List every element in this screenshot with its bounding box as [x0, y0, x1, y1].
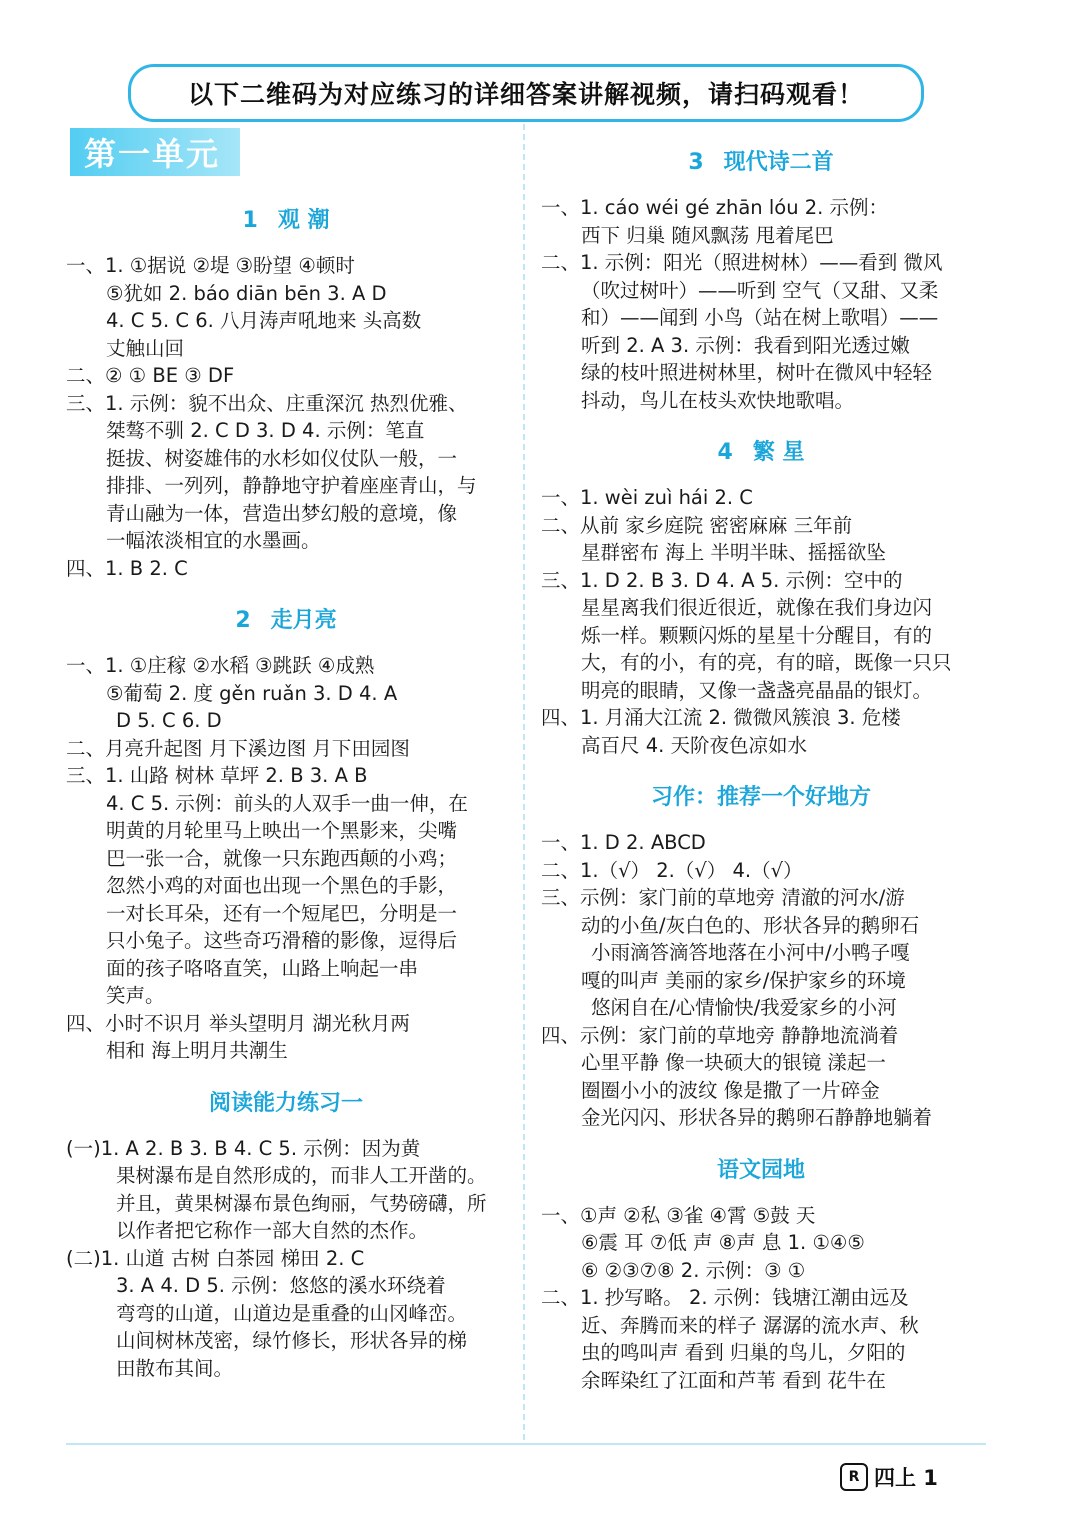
- answer-line: 丈触山回: [106, 336, 185, 360]
- answer-line: 三、1. 山路 树林 草坪 2. B 3. A B: [66, 764, 368, 787]
- section-title-5: [541, 436, 981, 470]
- answer-line: 桀骜不驯 2. C D 3. D 4. 示例：笔直: [106, 419, 425, 442]
- answer-line: 以作者把它称作一部大自然的杰作。: [116, 1219, 429, 1242]
- section-title-text: 观 潮: [277, 208, 330, 233]
- footer-rule: [66, 1443, 986, 1445]
- answer-line: 明亮的眼睛，又像一盏盏亮晶晶的银灯。: [581, 678, 933, 702]
- answer-line: 三、1. D 2. B 3. D 4. A 5. 示例：空中的: [541, 568, 903, 592]
- answer-line: 果树瀑布是自然形成的，而非人工开凿的。: [116, 1164, 487, 1187]
- answer-line: 抖动，鸟儿在枝头欢快地歌唱。: [581, 388, 855, 412]
- answer-line: 笑声。: [106, 984, 165, 1007]
- answer-line: 动的小鱼/灰白色的、形状各异的鹅卵石: [581, 913, 920, 937]
- answer-line: 相和 海上明月共潮生: [106, 1039, 288, 1062]
- answer-line: 一、①声 ②私 ③雀 ④霄 ⑤鼓 天: [541, 1203, 816, 1227]
- answer-line: 二、1. 抄写略。 2. 示例：钱塘江潮由远及: [541, 1286, 909, 1309]
- section-title-1: [66, 204, 506, 238]
- section-title-text: 语文园地: [716, 1157, 805, 1183]
- answer-line: 巴一张一合，就像一只东跑西颠的小鸡；: [106, 846, 458, 870]
- answer-line: 二、② ① BE ③ DF: [66, 364, 235, 387]
- edition-badge: R: [840, 1463, 868, 1491]
- answer-line: 二、1. 示例：阳光（照进树林）——看到 微风: [541, 251, 943, 274]
- section-body-6: [541, 829, 981, 1132]
- answer-line: 三、1. 示例：貌不出众、庄重深沉 热烈优雅、: [66, 391, 468, 415]
- answer-line: 4. C 5. 示例：前头的人双手一曲一伸，在: [106, 791, 468, 815]
- section-body-2: [66, 652, 506, 1065]
- answer-line: 一、1. D 2. ABCD: [541, 831, 706, 854]
- answer-line: 听到 2. A 3. 示例：我看到阳光透过嫩: [581, 333, 910, 357]
- answer-line: 近、奔腾而来的样子 潺潺的流水声、秋: [581, 1313, 919, 1337]
- section-number: 3: [688, 150, 704, 175]
- answer-line: ⑥ ②③⑦⑧ 2. 示例：③ ①: [581, 1258, 806, 1282]
- answer-line: 四、1. B 2. C: [66, 556, 188, 580]
- section-title-text: 阅读能力练习一: [208, 1090, 363, 1116]
- answer-line: 并且，黄果树瀑布景色绚丽，气势磅礴，所: [116, 1191, 487, 1215]
- answer-line: 悠闲自在/心情愉快/我爱家乡的小河: [591, 996, 897, 1019]
- answer-line: 金光闪闪、形状各异的鹅卵石静静地躺着: [581, 1106, 933, 1129]
- answer-line: 忽然小鸡的对面也出现一个黑色的手影，: [106, 874, 458, 897]
- answer-line: ⑥震 耳 ⑦低 声 ⑧声 息 1. ①④⑤: [581, 1231, 865, 1254]
- answer-line: 二、月亮升起图 月下溪边图 月下田园图: [66, 736, 410, 760]
- answer-line: 面的孩子咯咯直笑，山路上响起一串: [106, 956, 419, 980]
- answer-line: 3. A 4. D 5. 示例：悠悠的溪水环绕着: [116, 1274, 446, 1297]
- answer-line: 二、1.（√） 2.（√） 4.（√）: [541, 858, 803, 882]
- answer-line: 和）——闻到 小鸟（站在树上歌唱）——: [581, 306, 939, 329]
- section-title-text: 习作：推荐一个好地方: [650, 785, 871, 810]
- answer-line: 嘎的叫声 美丽的家乡/保护家乡的环境: [581, 968, 906, 992]
- section-title-text: 现代诗二首: [723, 150, 834, 175]
- section-title-2: [66, 604, 506, 638]
- answer-line: 余晖染红了江面和芦苇 看到 花牛在: [581, 1368, 886, 1392]
- answer-line: 高百尺 4. 天阶夜色凉如水: [581, 733, 808, 757]
- answer-line: 明黄的月轮里马上映出一个黑影来，尖嘴: [106, 819, 458, 842]
- answer-line: 山间树林茂密，绿竹修长，形状各异的梯: [116, 1329, 468, 1352]
- section-title-6: [541, 781, 981, 815]
- answer-line: 只小兔子。这些奇巧滑稽的影像，逗得后: [106, 929, 458, 952]
- answer-line: 西下 归巢 随风飘荡 甩着尾巴: [581, 223, 834, 247]
- answer-line: 一、1. wèi zuì hái 2. C: [541, 486, 753, 509]
- section-title-3: [66, 1087, 506, 1121]
- answer-line: 绿的枝叶照进树林里，树叶在微风中轻轻: [581, 361, 933, 384]
- answer-line: 挺拔、树姿雄伟的水杉如仪仗队一般，一: [106, 446, 458, 470]
- section-body-4: [541, 194, 981, 414]
- unit-title: 第一单元: [70, 128, 240, 176]
- left-column: [66, 200, 506, 1382]
- section-number: 2: [235, 608, 251, 633]
- section-title-7: [541, 1154, 981, 1188]
- section-title-4: [541, 146, 981, 180]
- answer-line: 心里平静 像一块硕大的银镜 漾起一: [581, 1051, 886, 1074]
- section-body-3: [66, 1135, 506, 1383]
- answer-line: (一)1. A 2. B 3. B 4. C 5. 示例：因为黄: [66, 1136, 421, 1160]
- answer-line: 四、1. 月涌大江流 2. 微微风簇浪 3. 危楼: [541, 706, 901, 729]
- answer-line: ⑤葡萄 2. 度 gěn ruǎn 3. D 4. A: [106, 681, 398, 705]
- section-title-text: 走月亮: [270, 608, 337, 633]
- answer-line: 四、小时不识月 举头望明月 湖光秋月两: [66, 1011, 410, 1035]
- answer-line: 二、从前 家乡庭院 密密麻麻 三年前: [541, 513, 853, 537]
- answer-line: D 5. C 6. D: [116, 709, 222, 732]
- qr-notice-banner: 以下二维码为对应练习的详细答案讲解视频，请扫码观看！: [128, 64, 924, 122]
- answer-line: 青山融为一体，营造出梦幻般的意境，像: [106, 501, 458, 525]
- answer-line: 一、1. ①庄稼 ②水稻 ③跳跃 ④成熟: [66, 654, 375, 677]
- answer-line: 星星离我们很近很近，就像在我们身边闪: [581, 596, 933, 619]
- answer-line: 4. C 5. C 6. 八月涛声吼地来 头高数: [106, 309, 422, 332]
- answer-line: 田散布其间。: [116, 1356, 234, 1380]
- section-title-text: 繁 星: [752, 440, 805, 465]
- section-body-5: [541, 484, 981, 759]
- answer-line: 小雨滴答滴答地落在小河中/小鸭子嘎: [591, 941, 910, 964]
- answer-line: 大，有的小，有的亮，有的暗，既像一只只: [581, 651, 952, 674]
- answer-line: 烁一样。颗颗闪烁的星星十分醒目，有的: [581, 623, 933, 647]
- answer-line: 一、1. cáo wéi gé zhān lóu 2. 示例：: [541, 196, 889, 219]
- page-footer: [840, 1462, 938, 1492]
- column-divider: [523, 124, 525, 1440]
- right-column: [541, 142, 981, 1394]
- answer-line: 排排、一列列，静静地守护着座座青山，与: [106, 474, 477, 497]
- answer-line: 虫的鸣叫声 看到 归巢的鸟儿，夕阳的: [581, 1341, 906, 1364]
- answer-line: （吹过树叶）——听到 空气（又甜、又柔: [581, 278, 939, 302]
- section-number: 1: [242, 208, 258, 233]
- answer-line: 弯弯的山道，山道边是重叠的山冈峰峦。: [116, 1301, 468, 1325]
- section-number: 4: [717, 440, 733, 465]
- section-body-1: [66, 252, 506, 582]
- answer-line: 圈圈小小的波纹 像是撒了一片碎金: [581, 1078, 880, 1102]
- answer-line: 星群密布 海上 半明半昧、摇摇欲坠: [581, 541, 886, 564]
- answer-line: (二)1. 山道 古树 白茶园 梯田 2. C: [66, 1246, 365, 1270]
- answer-line: 四、示例：家门前的草地旁 静静地流淌着: [541, 1023, 899, 1047]
- section-body-7: [541, 1202, 981, 1395]
- answer-line: 一对长耳朵，还有一个短尾巴，分明是一: [106, 901, 458, 925]
- answer-line: ⑤犹如 2. báo diān bēn 3. A D: [106, 281, 387, 305]
- answer-line: 三、示例：家门前的草地旁 清澈的河水/游: [541, 886, 905, 909]
- page-label: 四上 1: [874, 1466, 938, 1490]
- answer-line: 一、1. ①据说 ②堤 ③盼望 ④顿时: [66, 254, 355, 277]
- answer-line: 一幅浓淡相宜的水墨画。: [106, 529, 321, 552]
